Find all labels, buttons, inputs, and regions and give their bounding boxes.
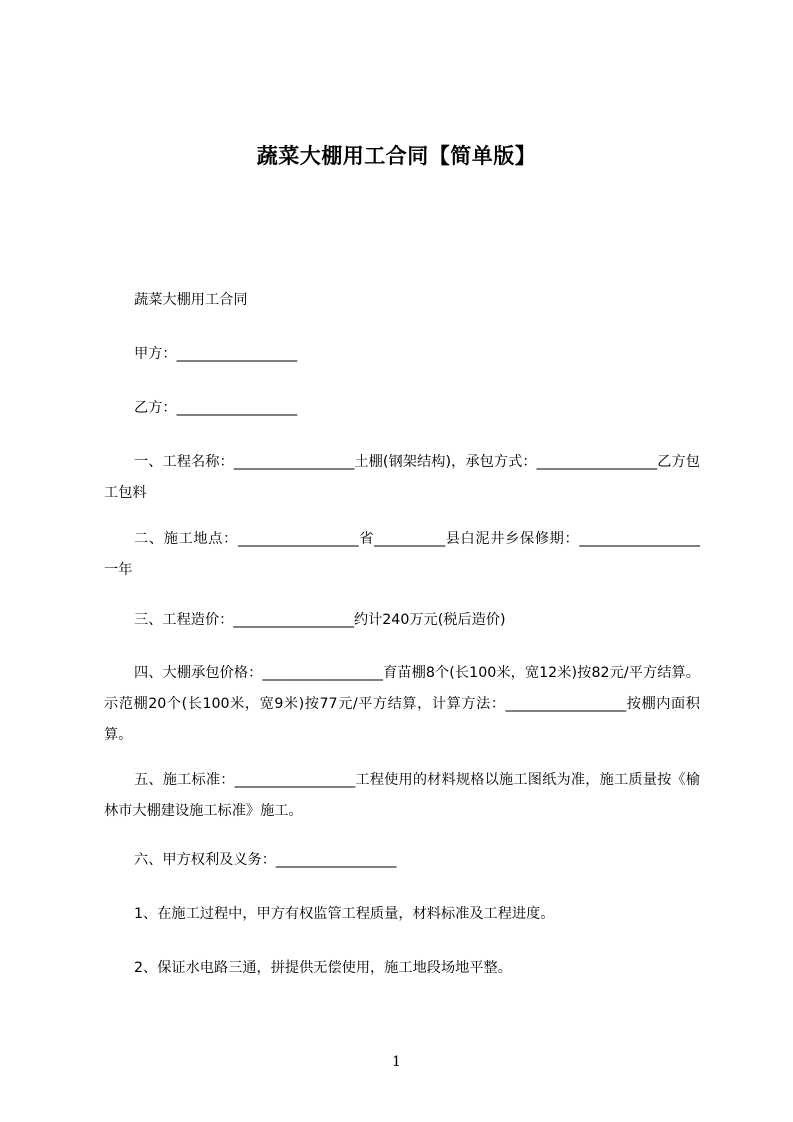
party-b-line: 乙方：_________________ [134, 400, 298, 416]
party-a-right-item-1: 1、在施工过程中，甲方有权监管工程质量，材料标准及工程进度。 [134, 906, 555, 922]
party-a-right-item-2: 2、保证水电路三通，拼提供无偿使用，施工地段场地平整。 [134, 960, 512, 976]
clause-contract-price: 四、大棚承包价格：_________________育苗棚8个(长100米，宽12米)按82元/平方结算。示范棚20个(长100米，宽9米)按77元/平方结算，计算方法：_________________按棚内面积算。 [104, 665, 700, 743]
clause-construction-standard: 五、施工标准：_________________工程使用的材料规格以施工图纸为准，施工质量按《榆林市大棚建设施工标准》施工。 [104, 772, 700, 819]
page-number: 1 [392, 1054, 401, 1070]
document-title: 蔬菜大棚用工合同【简单版】 [256, 144, 537, 168]
clause-party-a-rights: 六、甲方权利及义务：_________________ [134, 852, 397, 868]
contract-heading: 蔬菜大棚用工合同 [134, 292, 248, 308]
clause-construction-site: 二、施工地点：_________________省__________县白泥井乡保修期：_________________一年 [104, 531, 700, 578]
clause-project-name: 一、工程名称：_________________土棚(钢架结构)，承包方式：_________________乙方包工包料 [104, 454, 700, 501]
party-a-line: 甲方：_________________ [134, 346, 298, 362]
clause-project-cost: 三、工程造价：_________________约计240万元(税后造价) [134, 612, 506, 628]
